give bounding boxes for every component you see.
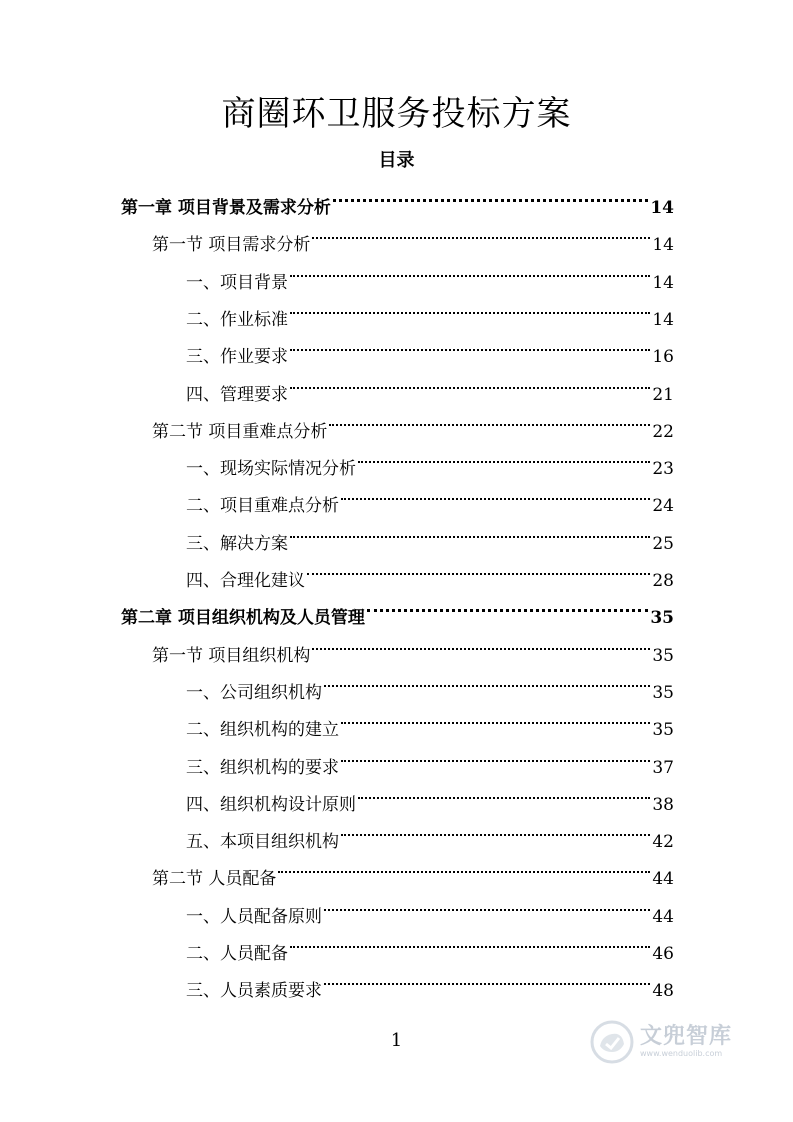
toc-entry-title: 第一章 项目背景及需求分析 — [121, 198, 331, 218]
toc-dot-leader — [333, 176, 648, 213]
toc-dot-leader — [329, 400, 650, 437]
toc-heading: 目录 — [378, 150, 415, 171]
toc-entry-page: 14 — [650, 198, 674, 218]
toc-entry[interactable] — [186, 512, 674, 554]
toc-entry-title: 第一节 项目需求分析 — [152, 235, 311, 256]
toc-entry-title: 二、项目重难点分析 — [186, 496, 339, 517]
toc-entry[interactable] — [152, 624, 674, 666]
page-number: 1 — [390, 1030, 403, 1051]
toc-dot-leader — [307, 549, 650, 586]
toc-entry-page: 14 — [652, 235, 674, 256]
toc-dot-leader — [324, 959, 650, 996]
toc-dot-leader — [290, 288, 650, 325]
toc-entry-title: 三、组织机构的要求 — [186, 757, 339, 778]
toc-entry-page: 14 — [652, 309, 674, 330]
toc-entry-title: 第一节 项目组织机构 — [152, 645, 311, 666]
toc-entry[interactable] — [186, 288, 674, 330]
toc-entry[interactable] — [121, 176, 674, 218]
toc-dot-leader — [278, 847, 650, 884]
toc-entry-page: 44 — [652, 906, 674, 927]
toc-entry-title: 二、组织机构的建立 — [186, 720, 339, 741]
toc-entry-page: 14 — [652, 272, 674, 293]
toc-entry[interactable] — [121, 586, 674, 629]
toc-entry-title: 一、人员配备原则 — [186, 906, 322, 927]
toc-entry-page: 25 — [652, 533, 674, 554]
toc-entry-title: 三、人员素质要求 — [186, 981, 322, 1002]
toc-entry-title: 第二节 人员配备 — [152, 869, 277, 890]
toc-entry-page: 35 — [652, 682, 674, 703]
toc-entry-title: 四、管理要求 — [186, 384, 288, 405]
toc-entry-page: 16 — [652, 347, 674, 368]
toc-entry[interactable] — [186, 437, 674, 480]
toc-entry-page: 37 — [652, 757, 674, 778]
toc-entry-title: 五、本项目组织机构 — [186, 832, 339, 853]
toc-entry[interactable] — [186, 661, 674, 703]
toc-entry[interactable] — [186, 810, 674, 853]
toc-entry[interactable] — [186, 959, 674, 1002]
watermark-name: 文兜智库 — [640, 1024, 733, 1049]
toc-entry-title: 第二章 项目组织机构及人员管理 — [121, 608, 365, 629]
toc-dot-leader — [367, 586, 648, 623]
toc-dot-leader — [290, 363, 650, 400]
toc-entry[interactable] — [186, 922, 674, 964]
toc-entry-page: 42 — [652, 832, 674, 853]
toc-entry-title: 二、作业标准 — [186, 309, 288, 330]
toc-entry[interactable] — [152, 213, 674, 256]
toc-entry[interactable] — [186, 363, 674, 405]
toc-entry-page: 38 — [652, 794, 674, 815]
toc-entry-page: 44 — [652, 869, 674, 890]
toc-entry-page: 35 — [652, 645, 674, 666]
toc-dot-leader — [358, 773, 650, 810]
toc-entry[interactable] — [186, 885, 674, 927]
toc-dot-leader — [358, 437, 650, 474]
toc-entry-title: 一、公司组织机构 — [186, 682, 322, 703]
toc-dot-leader — [341, 698, 650, 735]
toc-dot-leader — [312, 213, 650, 250]
toc-dot-leader — [324, 661, 650, 698]
toc-entry-page: 35 — [652, 720, 674, 741]
toc-entry-title: 三、作业要求 — [186, 347, 288, 368]
toc-dot-leader — [341, 810, 650, 847]
toc-entry[interactable] — [186, 698, 674, 741]
toc-entry-title: 三、解决方案 — [186, 533, 288, 554]
toc-entry-title: 四、合理化建议 — [186, 571, 305, 591]
toc-dot-leader — [324, 885, 650, 922]
watermark — [590, 1020, 732, 1064]
toc-dot-leader — [290, 512, 650, 549]
toc-entry[interactable] — [152, 847, 674, 890]
toc-entry-page: 22 — [652, 421, 674, 442]
toc-entry[interactable] — [186, 773, 674, 815]
toc-entry[interactable] — [186, 474, 674, 517]
toc-dot-leader — [341, 474, 650, 511]
toc-entry-page: 28 — [652, 571, 674, 591]
toc-entry-page: 48 — [652, 981, 674, 1002]
toc-dot-leader — [290, 251, 650, 288]
toc-entry-title: 四、组织机构设计原则 — [186, 794, 356, 815]
toc-entry[interactable] — [186, 736, 674, 778]
toc-dot-leader — [290, 325, 650, 362]
toc-entry-page: 23 — [652, 459, 674, 480]
toc-entry[interactable] — [186, 549, 674, 591]
toc-entry-title: 一、现场实际情况分析 — [186, 459, 356, 480]
toc-entry[interactable] — [186, 251, 674, 293]
toc-entry-page: 24 — [652, 496, 674, 517]
toc-entry-page: 35 — [650, 608, 674, 629]
toc-dot-leader — [341, 736, 650, 773]
toc-dot-leader — [290, 922, 650, 959]
toc-entry-title: 第二节 项目重难点分析 — [152, 421, 328, 442]
toc-entry-title: 二、人员配备 — [186, 944, 288, 964]
toc-entry[interactable] — [152, 400, 674, 442]
watermark-url: www.wenduolib.com — [640, 1049, 723, 1058]
toc-dot-leader — [312, 624, 650, 661]
toc-entry-page: 21 — [652, 384, 674, 405]
toc-entry-title: 一、项目背景 — [186, 272, 288, 293]
toc-entry[interactable] — [186, 325, 674, 368]
page-title: 商圈环卫服务投标方案 — [221, 94, 572, 134]
toc-entry-page: 46 — [652, 944, 674, 964]
cloud-shield-icon — [590, 1020, 634, 1064]
